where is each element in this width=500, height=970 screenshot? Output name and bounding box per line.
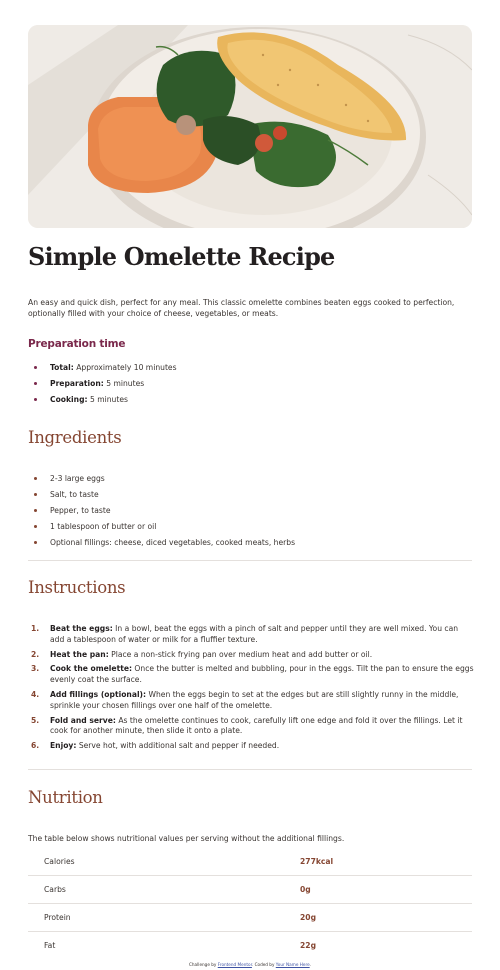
preparation-time-list <box>28 362 472 410</box>
list-item <box>28 716 474 738</box>
attribution-prefix: Challenge by <box>188 962 218 967</box>
list-item <box>28 394 472 410</box>
list-item <box>28 741 474 752</box>
step-number: 6. <box>31 741 40 751</box>
prep-label-preparation: Preparation: <box>50 379 104 388</box>
list-item <box>28 378 472 394</box>
list-item: Optional fillings: cheese, diced vegetables, cooked meats, herbs <box>28 537 472 553</box>
author-link[interactable]: Your Name Here <box>275 962 310 967</box>
step-label: Cook the omelette: <box>50 664 133 674</box>
prep-value-preparation: 5 minutes <box>103 379 145 388</box>
nutrition-intro: The table below shows nutritional values per serving without the additional fillings. <box>28 834 345 843</box>
prep-value-cooking: 5 minutes <box>87 395 128 404</box>
step-number: 5. <box>31 715 40 725</box>
nutrition-value: 0g <box>300 885 311 894</box>
attribution <box>0 962 500 967</box>
attribution-suffix: . <box>309 962 311 967</box>
list-item <box>28 624 474 646</box>
list-item: 2-3 large eggs <box>28 473 472 489</box>
list-item <box>28 362 472 378</box>
prep-value-total: Approximately 10 minutes <box>73 363 177 372</box>
list-item <box>28 650 474 661</box>
nutrition-value: 22g <box>300 941 317 950</box>
step-label: Enjoy: <box>50 741 77 751</box>
list-item: Salt, to taste <box>28 489 472 505</box>
omelette-hero-image <box>28 25 472 228</box>
omelette-photo-illustration <box>28 25 472 228</box>
table-row <box>28 932 472 959</box>
table-row <box>28 876 472 904</box>
step-number: 2. <box>31 649 40 659</box>
step-number: 4. <box>31 689 40 699</box>
table-row <box>28 848 472 876</box>
attribution-middle: . Coded by <box>251 962 276 967</box>
ingredients-list <box>28 473 472 553</box>
list-item <box>28 690 474 712</box>
step-number: 3. <box>31 664 40 674</box>
instructions-list <box>28 624 474 756</box>
frontend-mentor-link[interactable]: Frontend Mentor <box>217 962 252 967</box>
preparation-time-heading: Preparation time <box>28 338 126 350</box>
nutrition-label: Calories <box>44 857 75 866</box>
step-number: 1. <box>31 624 40 633</box>
nutrition-label: Fat <box>44 941 56 950</box>
prep-label-total: Total: <box>50 363 74 372</box>
list-item <box>28 664 474 686</box>
step-label: Beat the eggs: <box>50 624 113 633</box>
step-text: Once the butter is melted and bubbling, pour in the eggs. Tilt the pan to ensure the eggs evenly coat the surface. <box>50 664 474 685</box>
step-text: In a bowl, beat the eggs with a pinch of salt and pepper until they are well mixed. You can add a tablespoon of water or milk for a fluffier texture. <box>50 624 459 644</box>
nutrition-value: 277kcal <box>300 857 334 866</box>
list-item: 1 tablespoon of butter or oil <box>28 521 472 537</box>
step-label: Heat the pan: <box>50 649 109 659</box>
nutrition-value: 20g <box>300 913 317 922</box>
step-text: Place a non-stick frying pan over medium heat and add butter or oil. <box>108 649 373 659</box>
recipe-intro: An easy and quick dish, perfect for any meal. This classic omelette combines beaten eggs cooked to perfection, optionally filled with your choice of cheese, vegetables, or meats. <box>28 298 455 318</box>
table-row <box>28 904 472 932</box>
section-divider <box>28 769 472 770</box>
step-text: Serve hot, with additional salt and pepper if needed. <box>76 741 280 751</box>
ingredients-heading: Ingredients <box>28 428 122 447</box>
step-label: Fold and serve: <box>50 715 116 725</box>
step-text: When the eggs begin to set at the edges but are still slightly runny in the middle, sprinkle your chosen fillings over one half of the omelette. <box>50 689 459 710</box>
nutrition-heading: Nutrition <box>28 788 103 807</box>
step-text: As the omelette continues to cook, carefully lift one edge and fold it over the fillings. Let it cook for another minute, then slide it onto a plate. <box>50 715 463 736</box>
nutrition-label: Carbs <box>44 885 66 894</box>
step-label: Add fillings (optional): <box>50 689 147 699</box>
nutrition-label: Protein <box>44 913 71 922</box>
list-item: Pepper, to taste <box>28 505 472 521</box>
nutrition-table <box>28 848 472 959</box>
prep-label-cooking: Cooking: <box>50 395 88 404</box>
instructions-heading: Instructions <box>28 578 126 597</box>
page-title: Simple Omelette Recipe <box>28 242 335 271</box>
section-divider <box>28 560 472 561</box>
